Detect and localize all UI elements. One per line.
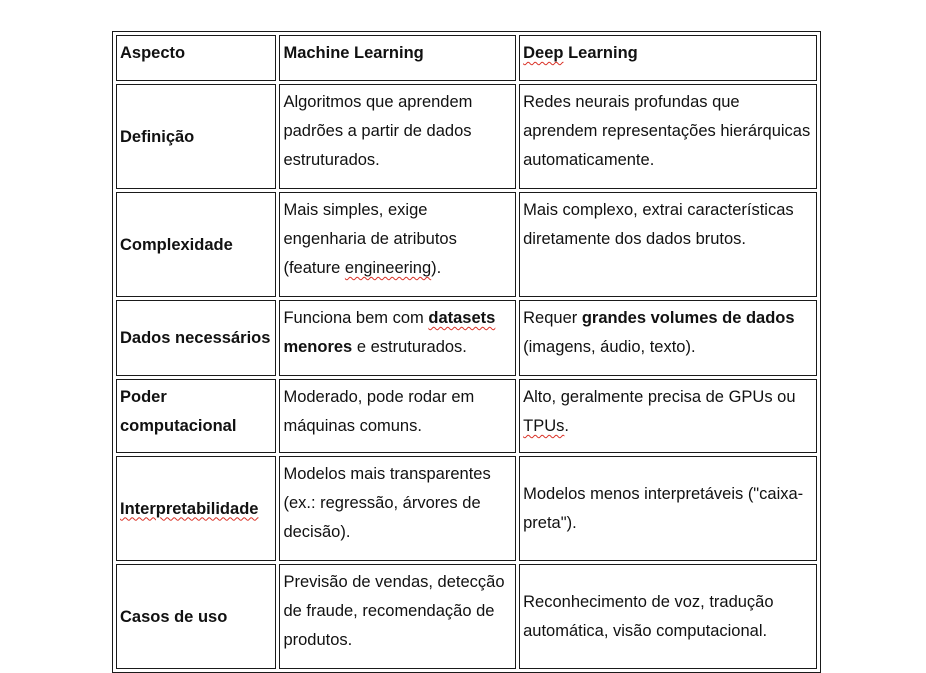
ml-text-post: ).: [431, 259, 442, 277]
header-cell-dl: [519, 35, 817, 81]
table-row: [116, 564, 817, 669]
row-label-cell: [116, 564, 276, 669]
dl-text: Mais complexo, extrai características diretamente dos dados brutos.: [523, 201, 794, 248]
row-label-cell: [116, 300, 276, 376]
table-row: [116, 379, 817, 453]
dl-cell: [519, 192, 817, 297]
header-aspect-label: Aspecto: [120, 44, 186, 62]
row-label-cell: [116, 84, 276, 189]
ml-text: Previsão de vendas, detecção de fraude, recomendação de produtos.: [283, 573, 505, 649]
ml-text: Modelos mais transparentes (ex.: regressão, árvores de decisão).: [283, 465, 491, 541]
dl-cell: [519, 300, 817, 376]
header-ml-label: Machine Learning: [283, 44, 424, 62]
ml-cell: [279, 192, 516, 297]
dl-text-pre: Requer: [523, 309, 582, 327]
row-label: Complexidade: [120, 235, 233, 254]
dl-text-post: .: [564, 417, 569, 435]
ml-cell: [279, 300, 516, 376]
ml-text-pre: Mais simples, exige engenharia de atributos (feature: [283, 201, 457, 277]
dl-text-pre: Alto, geralmente precisa de GPUs ou: [523, 388, 796, 406]
ml-text-bold-flagged: datasets: [428, 309, 496, 327]
row-label: Casos de uso: [120, 607, 228, 626]
ml-text-pre: Funciona bem com: [283, 309, 429, 327]
dl-cell: [519, 379, 817, 453]
table-header-row: [116, 35, 817, 81]
dl-text: Reconhecimento de voz, tradução automática, visão computacional.: [523, 593, 774, 640]
dl-text-flagged: TPUs: [523, 417, 565, 435]
row-label: Interpretabilidade: [120, 499, 259, 518]
table-row: [116, 84, 817, 189]
ml-cell: [279, 564, 516, 669]
header-cell-aspect: [116, 35, 276, 81]
header-dl-word-learning: Learning: [563, 44, 638, 62]
dl-text: Redes neurais profundas que aprendem representações hierárquicas automaticamente.: [523, 93, 811, 169]
ml-cell: [279, 456, 516, 561]
dl-text: Modelos menos interpretáveis ("caixa-preta").: [523, 485, 804, 532]
dl-cell: [519, 456, 817, 561]
ml-text-post: e estruturados.: [352, 338, 467, 356]
ml-cell: [279, 84, 516, 189]
comparison-table: [112, 31, 821, 673]
header-dl-word-deep: Deep: [523, 44, 564, 62]
table-row: [116, 300, 817, 376]
ml-cell: [279, 379, 516, 453]
row-label: Dados necessários: [120, 329, 271, 347]
row-label: Definição: [120, 127, 195, 146]
ml-text-flagged: engineering: [344, 259, 432, 277]
row-label-cell: [116, 192, 276, 297]
row-label: Poder computacional: [120, 388, 237, 435]
header-cell-ml: [279, 35, 516, 81]
dl-cell: [519, 84, 817, 189]
row-label-cell: [116, 456, 276, 561]
ml-text-bold: menores: [283, 338, 353, 356]
ml-text: Moderado, pode rodar em máquinas comuns.: [283, 388, 475, 435]
ml-text: Algoritmos que aprendem padrões a partir de dados estruturados.: [283, 93, 473, 169]
table-row: [116, 456, 817, 561]
row-label-cell: [116, 379, 276, 453]
dl-cell: [519, 564, 817, 669]
dl-text-bold: grandes volumes de dados: [581, 309, 795, 327]
dl-text-post: (imagens, áudio, texto).: [523, 338, 696, 356]
table-row: [116, 192, 817, 297]
